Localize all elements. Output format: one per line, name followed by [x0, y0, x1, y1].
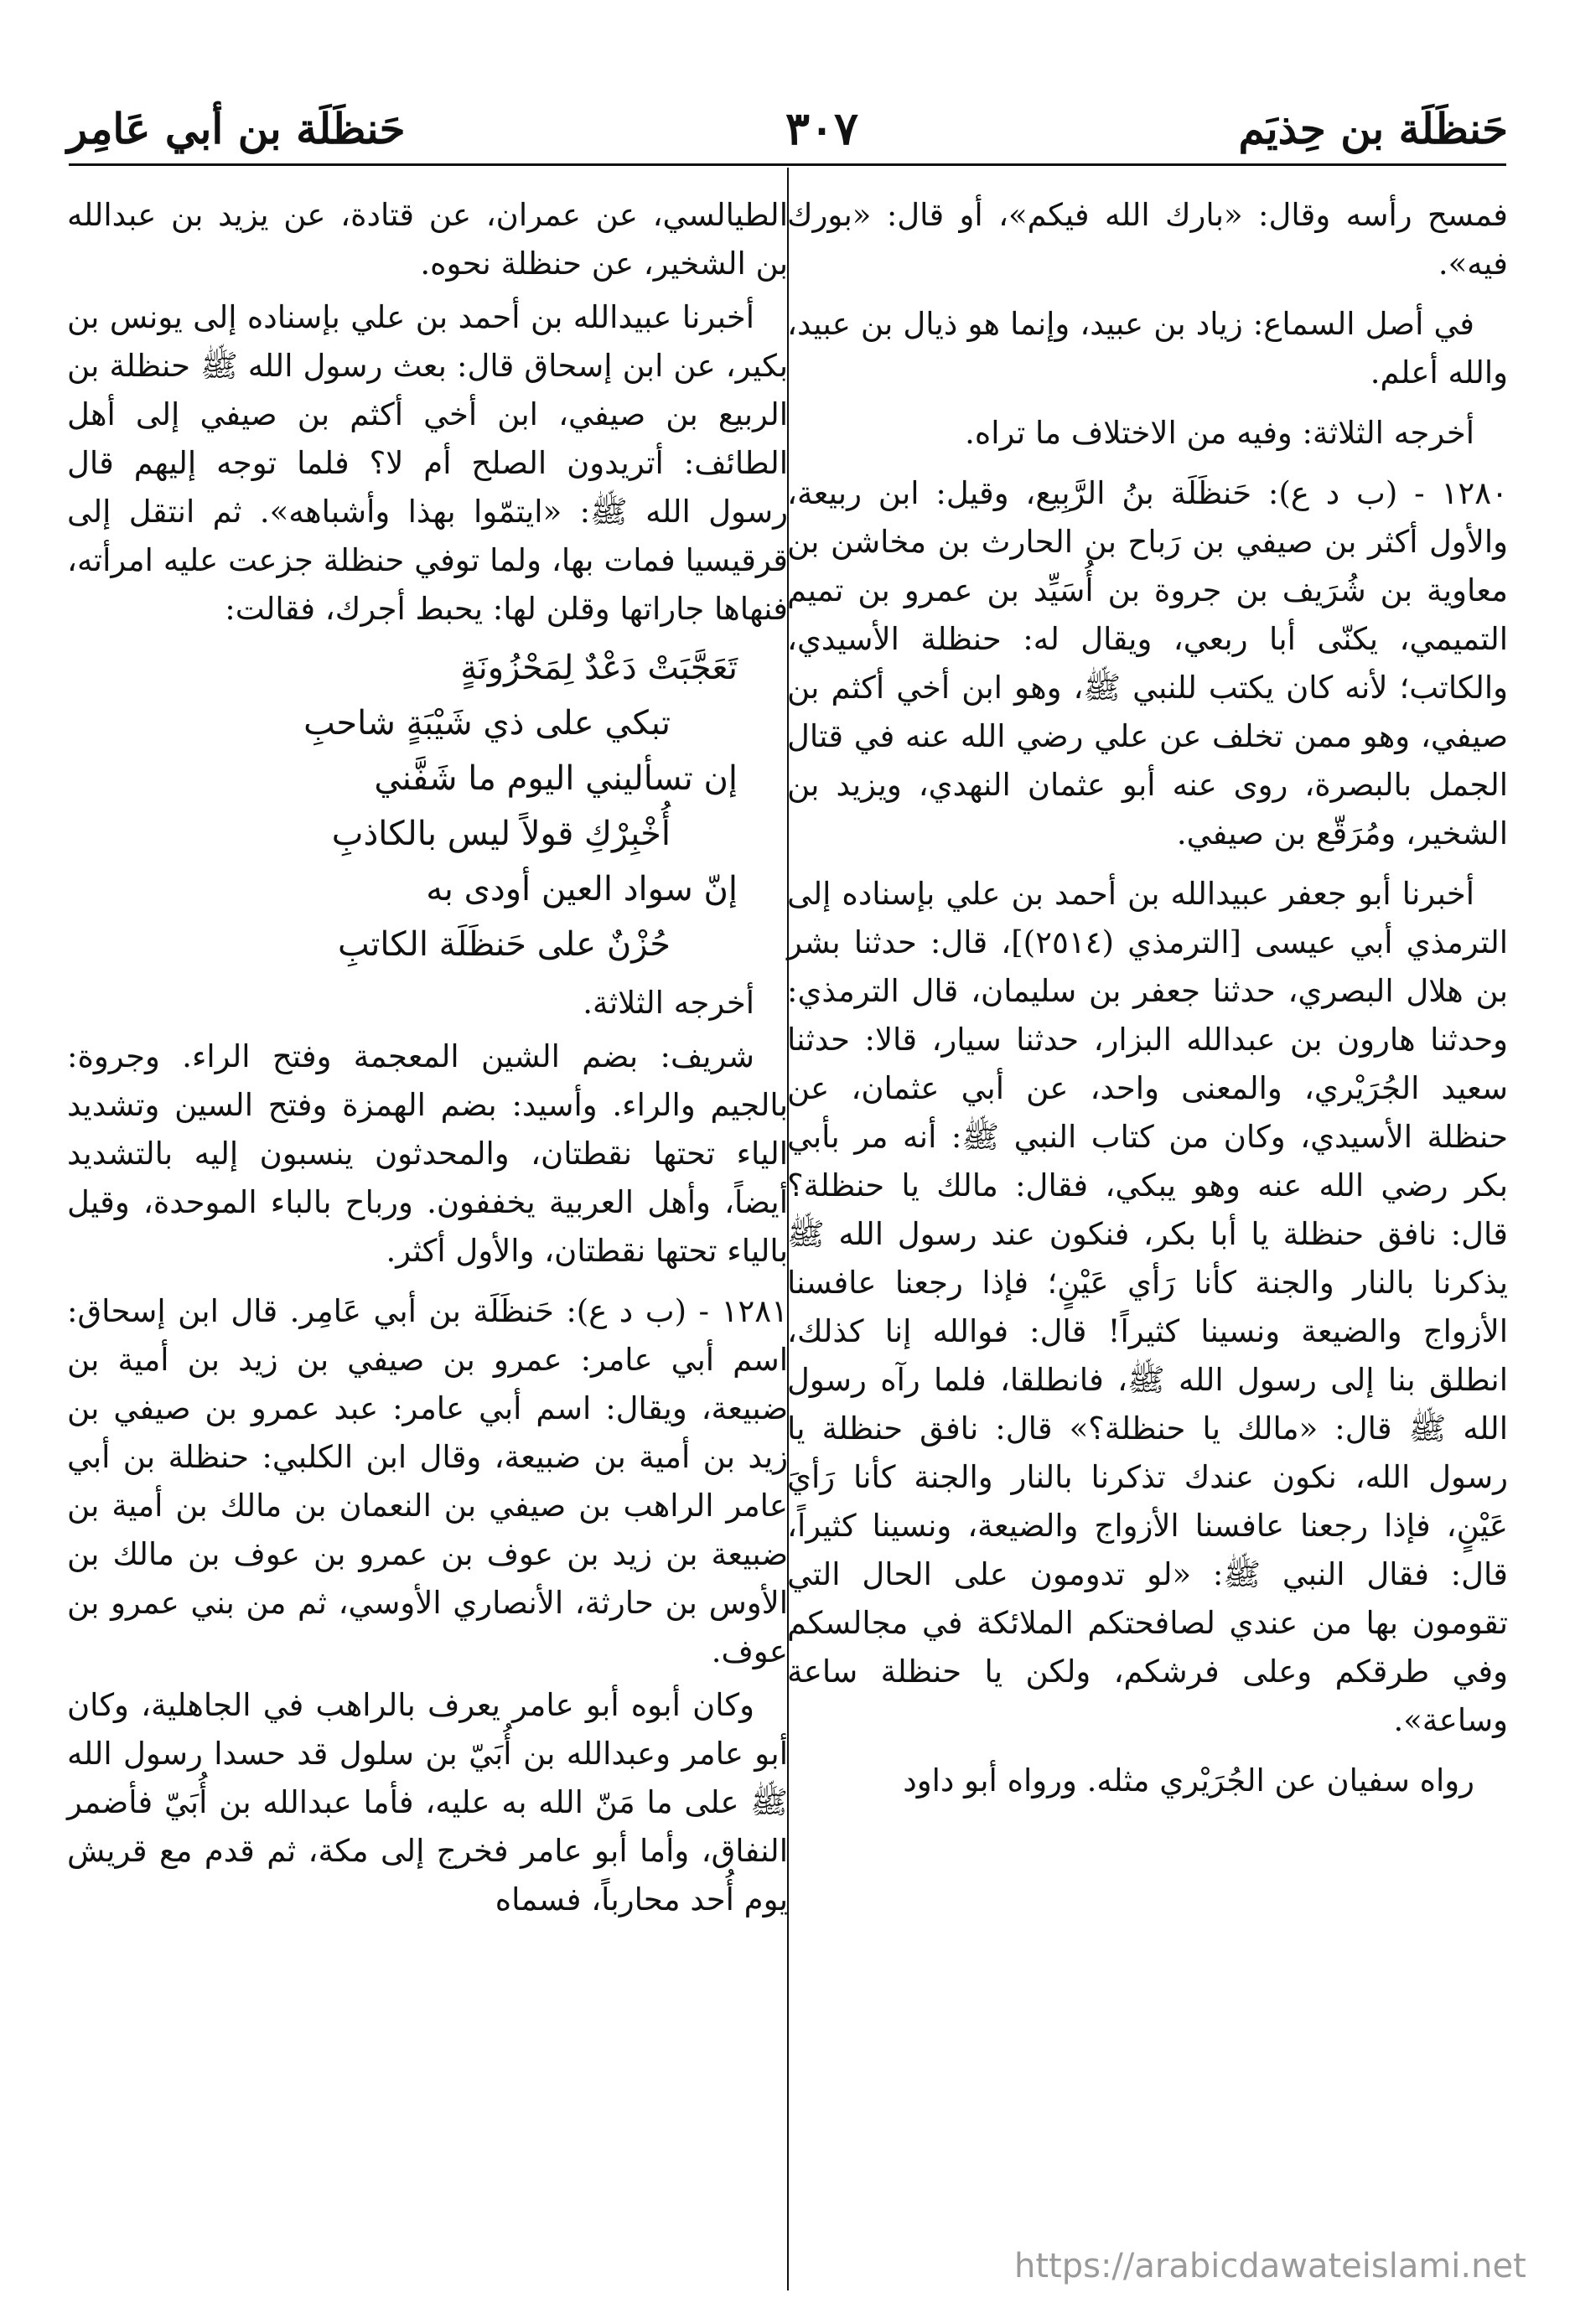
right-column — [787, 191, 1508, 2290]
poem-verse: حُزْنٌ على حَنظَلَة الكاتبِ — [337, 925, 671, 964]
running-title-right: حَنظَلَة بن حِذيَم — [1238, 103, 1508, 153]
header-divider — [69, 163, 1506, 166]
paragraph: رواه سفيان عن الجُرَيْري مثله. ورواه أبو داود — [903, 1762, 1474, 1799]
poem-verse: تَعَجَّبَتْ دَعْدٌ لِمَحْزُونَةٍ — [460, 649, 738, 687]
page-number: ٣٠٧ — [785, 101, 858, 155]
paragraph: أخرجه الثلاثة. — [583, 985, 754, 1021]
left-column — [67, 191, 788, 2290]
poem-verse: إن تسأليني اليوم ما شَفَّني — [374, 759, 738, 798]
entry-1281: ١٢٨١ - (ب د ع): حَنظَلَة بن أبي عَامِر. قال ابن إسحاق: اسم أبي عامر: عمرو بن صيفي بن زيد بن أمية بن ضبيعة، ويقال: اسم أبي عامر: عبد عمرو بن صيفي بن زيد بن أمية بن ضبيعة، وقال ابن الكلبي: حنظلة بن أبي عامر الراهب بن صيفي بن النعمان بن مالك بن أمية بن ضبيعة بن زيد بن عوف بن عمرو بن عوف بن مالك بن الأوس بن حارثة، الأنصاري الأوسي، ثم من بني عمرو بن عوف. — [67, 1293, 788, 1669]
paragraph: وكان أبوه أبو عامر يعرف بالراهب في الجاهلية، وكان أبو عامر وعبدالله بن أُبَيّ بن سلول قد حسدا رسول الله ﷺ على ما مَنّ الله به عليه، فأما عبدالله بن أُبَيّ فأضمر النفاق، وأما أبو عامر فخرج إلى مكة، ثم قدم مع قريش يوم أُحد محارباً، فسماه — [67, 1687, 788, 1918]
poem — [67, 640, 788, 972]
paragraph: فمسح رأسه وقال: «بارك الله فيكم»، أو قال: «بورك فيه». — [787, 197, 1508, 282]
page-header — [67, 99, 1508, 158]
paragraph: في أصل السماع: زياد بن عبيد، وإنما هو ذيال بن عبيد، والله أعلم. — [787, 306, 1508, 391]
paragraph: أخبرنا أبو جعفر عبيدالله بن أحمد بن علي بإسناده إلى الترمذي أبي عيسى [الترمذي (٢٥١٤)]، قال: حدثنا بشر بن هلال البصري، حدثنا جعفر بن سليمان، قال الترمذي: وحدثنا هارون بن عبدالله البزار، حدثنا سيار، قالا: حدثنا سعيد الجُرَيْري، والمعنى واحد، عن أبي عثمان، عن حنظلة الأسيدي، وكان من كتاب النبي ﷺ: أنه مر بأبي بكر رضي الله عنه وهو يبكي، فقال: مالك يا حنظلة؟ قال: نافق حنظلة يا أبا بكر، فنكون عند رسول الله ﷺ يذكرنا بالنار والجنة كأنا رَأي عَيْنٍ؛ فإذا رجعنا عافسنا الأزواج والضيعة ونسينا كثيراً! قال: فوالله إنا كذلك، انطلق بنا إلى رسول الله ﷺ، فانطلقا، فلما رآه رسول الله ﷺ قال: «مالك يا حنظلة؟» قال: نافق حنظلة يا رسول الله، نكون عندك تذكرنا بالنار والجنة كأنا رَأيَ عَيْنٍ، فإذا رجعنا عافسنا الأزواج والضيعة، ونسينا كثيراً، قال: فقال النبي ﷺ: «لو تدومون على الحال التي تقومون بها من عندي لصافحتكم الملائكة في مجالسكم وفي طرقكم وعلى فرشكم، ولكن يا حنظلة ساعة وساعة». — [787, 876, 1508, 1738]
paragraph: أخبرنا عبيدالله بن أحمد بن علي بإسناده إلى يونس بن بكير، عن ابن إسحاق قال: بعث رسول الله ﷺ حنظلة بن الربيع بن صيفي، ابن أخي أكثم بن صيفي إلى أهل الطائف: أتريدون الصلح أم لا؟ فلما توجه إليهم قال رسول الله ﷺ: «ايتمّوا بهذا وأشباهه». ثم انتقل إلى قرقيسيا فمات بها، ولما توفي حنظلة جزعت عليه امرأته، فنهاها جاراتها وقلن لها: يحبط أجرك، فقالت: — [67, 299, 788, 627]
watermark-url: https://arabicdawateislami.net — [1014, 2247, 1526, 2285]
paragraph: الطيالسي، عن عمران، عن قتادة، عن يزيد بن عبدالله بن الشخير، عن حنظلة نحوه. — [67, 197, 788, 282]
poem-verse: تبكي على ذي شَيْبَةٍ شاحبِ — [303, 704, 671, 743]
paragraph: شريف: بضم الشين المعجمة وفتح الراء. وجروة: بالجيم والراء. وأسيد: بضم الهمزة وفتح السين وتشديد الياء تحتها نقطتان، والمحدثون ينسبون إليه بالتشديد أيضاً، وأهل العربية يخففون. ورباح بالباء الموحدة، وقيل بالياء تحتها نقطتان، والأول أكثر. — [67, 1038, 788, 1269]
poem-verse: أُخْبِرْكِ قولاً ليس بالكاذبِ — [331, 815, 671, 853]
poem-verse: إنّ سواد العين أودى به — [426, 870, 738, 908]
entry-1280: ١٢٨٠ - (ب د ع): حَنظَلَة بنُ الرَّبِيع، وقيل: ابن ربيعة، والأول أكثر بن صيفي بن رَباح بن الحارث بن مخاشن بن معاوية بن شُرَيف بن جروة بن أُسَيِّد بن عمرو بن تميم التميمي، يكنّى أبا ربعي، ويقال له: حنظلة الأسيدي، والكاتب؛ لأنه كان يكتب للنبي ﷺ، وهو ابن أخي أكثم بن صيفي، وهو ممن تخلف عن علي رضي الله عنه في قتال الجمل بالبصرة، روى عنه أبو عثمان النهدي، ويزيد بن الشخير، ومُرَقّع بن صيفي. — [787, 475, 1508, 851]
paragraph: أخرجه الثلاثة: وفيه من الاختلاف ما تراه. — [965, 415, 1474, 451]
running-title-left: حَنظَلَة بن أبي عَامِر — [67, 103, 406, 153]
